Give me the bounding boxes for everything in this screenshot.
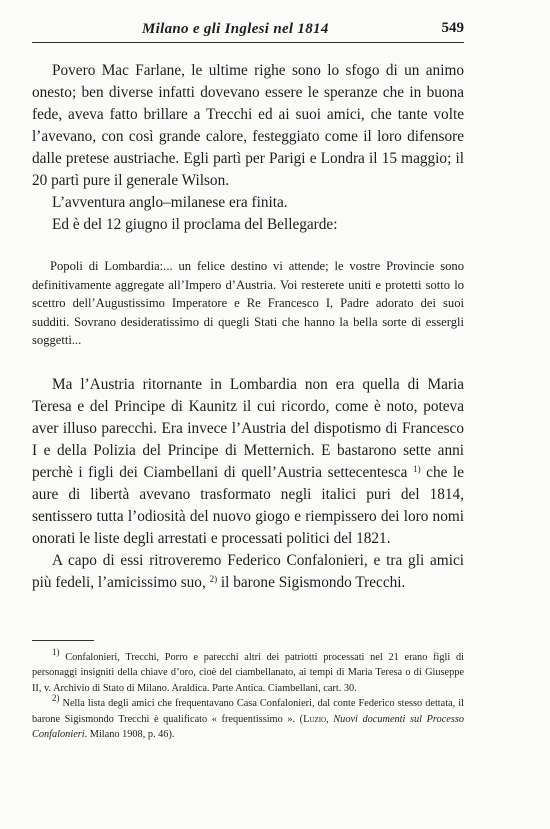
footnote-marker: 1) bbox=[52, 647, 60, 657]
running-header bbox=[32, 20, 464, 43]
paragraph: L’avventura anglo–milanese era finita. bbox=[52, 194, 288, 211]
footnote-text: , bbox=[326, 713, 334, 725]
footnote-divider bbox=[32, 640, 94, 641]
page-number: 549 bbox=[441, 20, 464, 36]
footnote-ref[interactable]: 2) bbox=[209, 574, 218, 584]
footnote bbox=[32, 647, 464, 696]
paragraph-text: il barone Sigismondo Trecchi. bbox=[220, 574, 406, 591]
running-title: Milano e gli Inglesi nel 1814 bbox=[142, 21, 329, 37]
body-text-top bbox=[32, 60, 464, 236]
block-quote-proclamation bbox=[32, 257, 464, 350]
paragraph bbox=[32, 374, 464, 550]
paragraph bbox=[32, 550, 464, 594]
footnote-text: . Milano 1908, p. 46). bbox=[84, 729, 175, 741]
paragraph: Ed è del 12 giugno il proclama del Bellegarde: bbox=[52, 216, 338, 233]
footnote-text: Confalonieri, Trecchi, Porro e parecchi altri dei patriotti processati nel 21 erano figli di personaggi insigniti della chiave d’oro, cioè del ciambellanato, ai tempi di Maria Teresa o di Giuseppe II, v. Archivio di Stato di Milano. Araldica. Parte Antica. Ciambellani, cart. 30. bbox=[32, 652, 464, 694]
paragraph-text: Ma l’Austria ritornante in Lombardia non era quella di Maria Teresa e del Principe di Kaunitz il cui ricordo, come è noto, poteva aver illuso parecchi. Era invece l’Austria del dispotismo di Francesco I e della Polizia del Principe di Metternich. E bastarono sette anni perchè i figli dei Ciambellani di quell’Austria settecentesca bbox=[32, 376, 464, 481]
footnotes bbox=[32, 647, 465, 742]
paragraph: Povero Mac Farlane, le ultime righe sono lo sfogo di un animo onesto; ben diverse infatti dovevano essere le speranze che in buona fede, aveva fatto brillare a Trecchi ed ai suoi amici, che tante volte l’avevano, con così grande calore, festeggiato come il loro difensore dalle pretese austriache. Egli partì per Parigi e Londra il 15 maggio; il 20 partì pure il generale Wilson. bbox=[32, 62, 464, 189]
footnote-author: Luzio bbox=[303, 713, 327, 725]
footnote-marker: 2) bbox=[52, 693, 60, 704]
paragraph-text: che le aure di libertà avevano trasformato negli italici puri del 1814, sentissero tutta l’odiosità del nuovo giogo e riempissero dei loro nomi onorati le liste degli arrestati e processati politici del 1821. bbox=[32, 464, 465, 547]
footnote-text: Nella lista degli amici che frequentavano Casa Confalonieri, dal conte Federico stesso dettata, il barone Sigismondo Trecchi è qualificato « frequentissimo ». ( bbox=[32, 698, 465, 725]
footnote-ref[interactable]: 1) bbox=[413, 464, 421, 474]
body-text-bottom bbox=[32, 374, 464, 594]
footnote bbox=[32, 693, 465, 742]
footnote-work-title: Nuovi documenti sul Processo Confalonieri bbox=[32, 713, 464, 741]
paragraph-text: A capo di essi ritroveremo Federico Confalonieri, e tra gli amici più fedeli, l’amicissimo suo, bbox=[32, 552, 464, 591]
quote-text: Popoli di Lombardia:... un felice destino vi attende; le vostre Provincie sono definitivamente aggregate all’Impero d’Austria. Voi resterete uniti e protetti sotto lo scettro dell’Augustissimo Imperatore e Re Francesco I, Padre adorato dei suoi sudditi. Sovrano desideratissimo di quegli Stati che hanno la bella sorte di essergli soggetti... bbox=[32, 259, 464, 348]
